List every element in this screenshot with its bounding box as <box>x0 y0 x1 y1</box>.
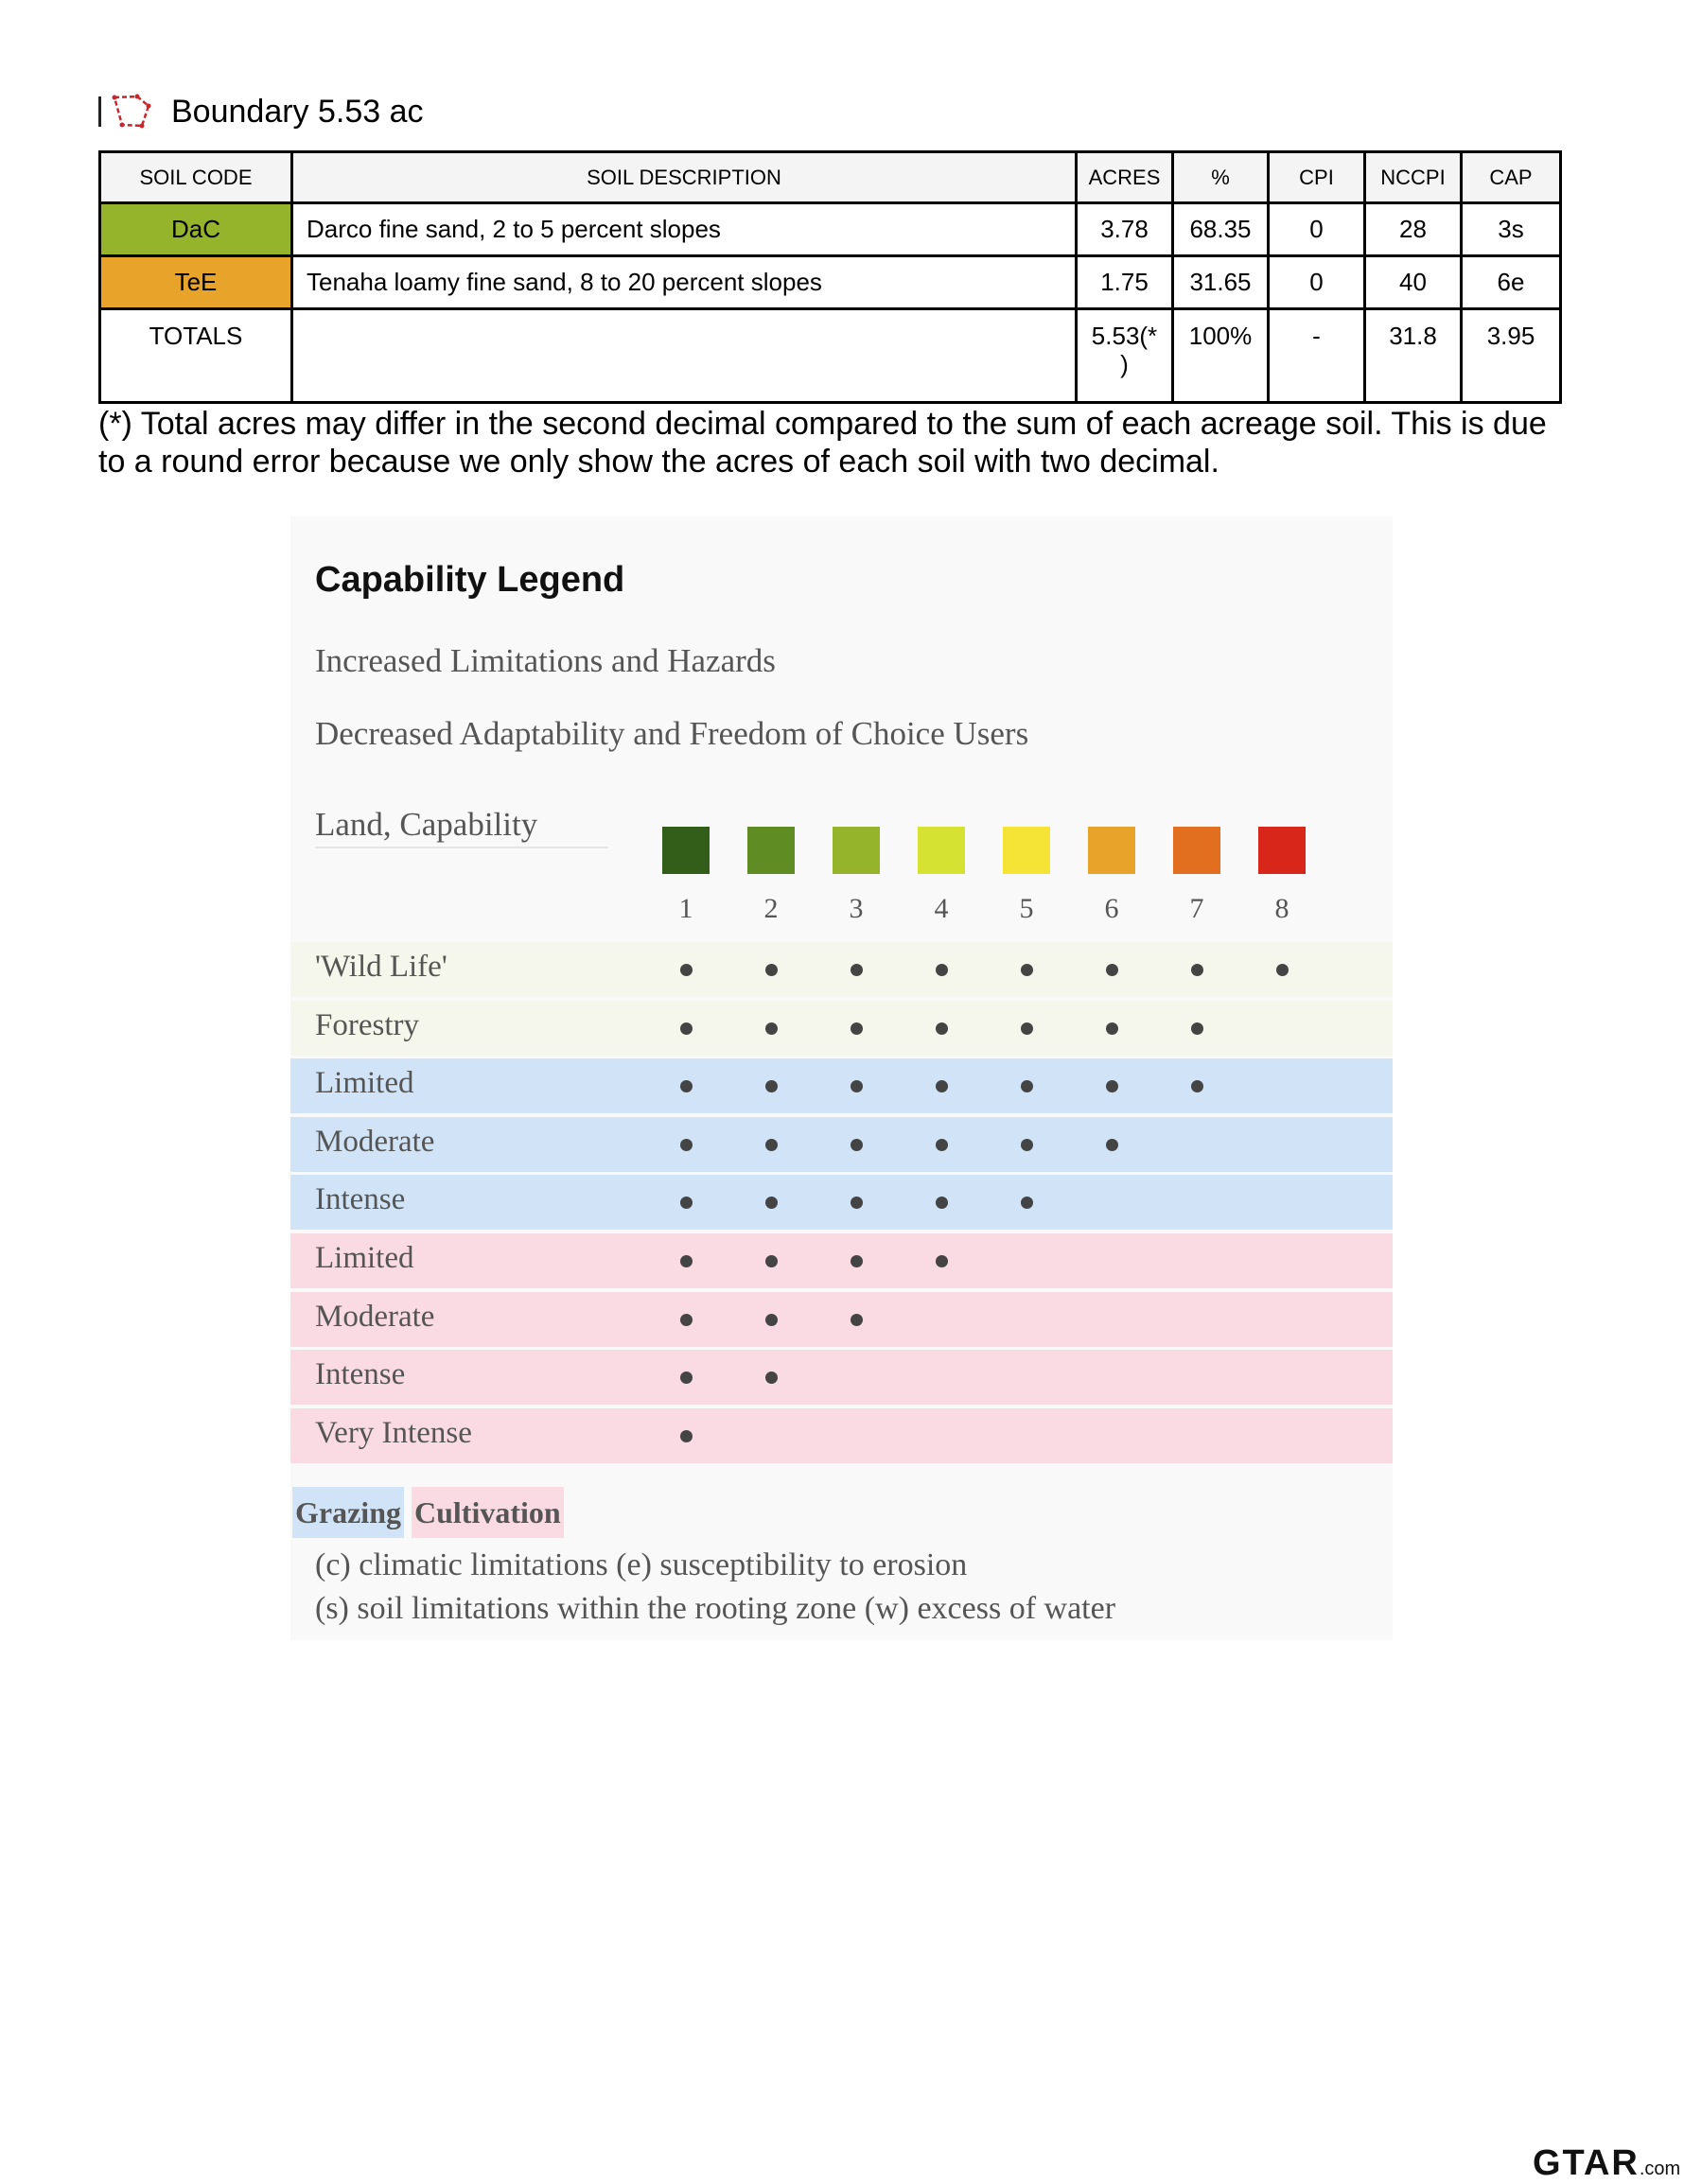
col-soil-code: SOIL CODE <box>100 152 292 203</box>
rounding-note: (*) Total acres may differ in the second decimal compared to the sum of each acreage soil. This is due to a round error because we only show the acres of each soil with two decimal. <box>98 406 1547 480</box>
totals-acres-line2: ) <box>1120 350 1129 378</box>
capability-dot <box>1106 964 1118 976</box>
capability-dot <box>851 1197 863 1209</box>
col-cpi: CPI <box>1269 152 1365 203</box>
capability-dot <box>851 964 863 976</box>
capability-dot <box>936 1022 948 1035</box>
totals-acres-line1: 5.53(* <box>1091 322 1158 350</box>
capability-dot <box>680 1255 693 1267</box>
capability-dot <box>680 1080 693 1092</box>
capability-class-2-number: 2 <box>763 893 779 924</box>
capability-dot <box>680 1372 693 1384</box>
land-capability-label: Land, Capability <box>315 806 538 843</box>
capability-class-7-number: 7 <box>1189 893 1204 924</box>
capability-dot <box>1021 964 1033 976</box>
capability-dot <box>1106 1139 1118 1151</box>
capability-dot <box>765 1314 778 1326</box>
col-nccpi: NCCPI <box>1365 152 1462 203</box>
capability-class-6-swatch <box>1088 827 1135 874</box>
capability-dot <box>1021 1080 1033 1092</box>
cpi-cell: 0 <box>1269 203 1365 256</box>
soil-description-cell: Darco fine sand, 2 to 5 percent slopes <box>292 203 1077 256</box>
capability-dot <box>680 1022 693 1035</box>
percent-cell: 68.35 <box>1173 203 1269 256</box>
header <box>98 91 424 132</box>
capability-class-6-number: 6 <box>1104 893 1119 924</box>
capability-dot <box>1191 964 1203 976</box>
table-row <box>100 256 1561 309</box>
capability-dot <box>680 964 693 976</box>
cap-cell: 3s <box>1462 203 1561 256</box>
legend-row <box>290 1350 1393 1405</box>
legend-row <box>290 1175 1393 1230</box>
legend-row-label: Limited <box>315 1241 414 1275</box>
capability-dot <box>765 1372 778 1384</box>
legend-title: Capability Legend <box>315 560 625 600</box>
capability-dot <box>851 1139 863 1151</box>
legend-row-label: Intense <box>315 1357 406 1392</box>
legend-adaptability-line: Decreased Adaptability and Freedom of Choice Users <box>315 715 1029 752</box>
totals-label: TOTALS <box>100 309 292 403</box>
totals-cap: 3.95 <box>1462 309 1561 403</box>
capability-dot <box>680 1139 693 1151</box>
capability-dot <box>1021 1139 1033 1151</box>
cultivation-tag: Cultivation <box>412 1487 564 1538</box>
legend-row-label: Limited <box>315 1066 414 1101</box>
capability-class-4-number: 4 <box>934 893 949 924</box>
capability-class-5-swatch <box>1003 827 1050 874</box>
grazing-tag: Grazing <box>292 1487 404 1538</box>
capability-legend <box>290 516 1393 1640</box>
capability-dot <box>1191 1022 1203 1035</box>
capability-dot <box>765 1139 778 1151</box>
soil-table <box>98 150 1562 404</box>
capability-class-3-number: 3 <box>849 893 864 924</box>
capability-dot <box>936 1139 948 1151</box>
totals-acres <box>1077 309 1173 403</box>
capability-class-5-number: 5 <box>1019 893 1034 924</box>
soil-code-cell: TeE <box>100 256 292 309</box>
totals-nccpi: 31.8 <box>1365 309 1462 403</box>
capability-dot <box>1106 1080 1118 1092</box>
col-acres: ACRES <box>1077 152 1173 203</box>
capability-class-1-number: 1 <box>678 893 693 924</box>
capability-dot <box>1191 1080 1203 1092</box>
boundary-title: Boundary 5.53 ac <box>171 93 424 130</box>
legend-row <box>290 1058 1393 1113</box>
capability-dot <box>765 1022 778 1035</box>
totals-cpi: - <box>1269 309 1365 403</box>
legend-limitations-line: Increased Limitations and Hazards <box>315 642 776 679</box>
capability-dot <box>1021 1022 1033 1035</box>
totals-description <box>292 309 1077 403</box>
capability-class-1-swatch <box>662 827 710 874</box>
soil-table-header <box>100 152 1561 203</box>
capability-dot <box>765 1255 778 1267</box>
table-row <box>100 203 1561 256</box>
cap-cell: 6e <box>1462 256 1561 309</box>
capability-dot <box>680 1197 693 1209</box>
capability-dot <box>851 1255 863 1267</box>
legend-row-label: Very Intense <box>315 1415 472 1450</box>
acres-cell: 1.75 <box>1077 256 1173 309</box>
capability-dot <box>936 1197 948 1209</box>
legend-row <box>290 1233 1393 1288</box>
nccpi-cell: 40 <box>1365 256 1462 309</box>
logo-suffix: .com <box>1639 2158 1681 2179</box>
acres-cell: 3.78 <box>1077 203 1173 256</box>
land-capability-underline <box>315 847 608 848</box>
legend-row-label: 'Wild Life' <box>315 950 447 984</box>
cpi-cell: 0 <box>1269 256 1365 309</box>
header-divider <box>98 96 101 127</box>
legend-row-label: Moderate <box>315 1124 435 1159</box>
capability-class-2-swatch <box>747 827 795 874</box>
capability-class-3-swatch <box>833 827 880 874</box>
legend-footnote-soil: (s) soil limitations within the rooting zone (w) excess of water <box>315 1591 1116 1626</box>
col-percent: % <box>1173 152 1269 203</box>
capability-dot <box>680 1314 693 1326</box>
capability-dot <box>851 1314 863 1326</box>
capability-dot <box>936 1080 948 1092</box>
capability-class-8-swatch <box>1258 827 1306 874</box>
legend-footnote-climatic: (c) climatic limitations (e) susceptibility to erosion <box>315 1547 968 1582</box>
legend-row-label: Moderate <box>315 1299 435 1334</box>
capability-class-4-swatch <box>918 827 965 874</box>
capability-class-7-swatch <box>1173 827 1220 874</box>
soil-description-cell: Tenaha loamy fine sand, 8 to 20 percent slopes <box>292 256 1077 309</box>
totals-percent: 100% <box>1173 309 1269 403</box>
capability-dot <box>1021 1197 1033 1209</box>
capability-dot <box>936 964 948 976</box>
legend-row-label: Intense <box>315 1182 406 1217</box>
col-cap: CAP <box>1462 152 1561 203</box>
legend-row <box>290 942 1393 997</box>
legend-row <box>290 1001 1393 1056</box>
capability-dot <box>851 1080 863 1092</box>
capability-dot <box>936 1255 948 1267</box>
col-soil-description: SOIL DESCRIPTION <box>292 152 1077 203</box>
legend-row-label: Forestry <box>315 1007 419 1042</box>
capability-class-8-number: 8 <box>1274 893 1289 924</box>
legend-row <box>290 1292 1393 1347</box>
totals-row <box>100 309 1561 403</box>
soil-code-cell: DaC <box>100 203 292 256</box>
nccpi-cell: 28 <box>1365 203 1462 256</box>
legend-row <box>290 1117 1393 1172</box>
boundary-polygon-icon <box>111 93 152 131</box>
percent-cell: 31.65 <box>1173 256 1269 309</box>
capability-dot <box>851 1022 863 1035</box>
capability-dot <box>1276 964 1289 976</box>
capability-dot <box>1106 1022 1118 1035</box>
capability-dot <box>765 1080 778 1092</box>
gtar-logo <box>1533 2143 1680 2184</box>
capability-dot <box>765 964 778 976</box>
legend-row <box>290 1408 1393 1463</box>
capability-dot <box>765 1197 778 1209</box>
capability-dot <box>680 1430 693 1442</box>
logo-text: GTAR <box>1533 2143 1640 2183</box>
